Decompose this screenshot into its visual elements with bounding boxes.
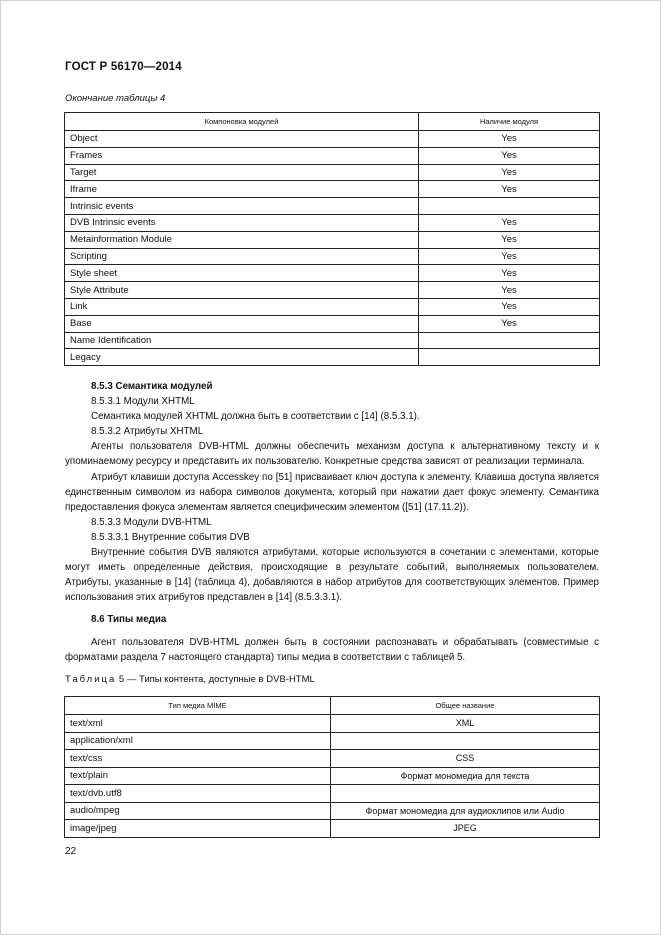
table-cell: Yes [419, 315, 600, 332]
table-row [65, 147, 600, 164]
table-row [65, 282, 600, 299]
paragraph: Агенты пользователя DVB-HTML должны обеспечить механизм доступа к альтернативному тексту и к упоминаемому ресурсу и представить их пользователю. Конкретные средства зависят от реализации терминала. [65, 441, 599, 468]
modules-table [64, 112, 600, 366]
table-cell: audio/mpeg [65, 802, 331, 820]
table-cell: DVB Intrinsic events [65, 214, 419, 231]
table-cell: Yes [419, 231, 600, 248]
table-cell: Intrinsic events [65, 198, 419, 215]
table-cell: Style Attribute [65, 282, 419, 299]
paragraph: Семантика модулей XHTML должна быть в соответствии с [14] (8.5.3.1). [91, 411, 420, 423]
table-cell: Yes [419, 298, 600, 315]
table-row [65, 164, 600, 181]
table-cell [419, 332, 600, 349]
table-cell: text/xml [65, 715, 331, 733]
table-row [65, 265, 600, 282]
table-cell: text/dvb.utf8 [65, 785, 331, 803]
paragraph: Внутренние события DVB являются атрибутами, которые используются в сочетании с элементами, которые могут иметь определенные действия, происходящие в результате событий, выполняемых пользователем. Атрибуты, указанные в [14] (таблица 4), добавляются в набор атрибутов для соответствующих элементов. Пример использования этих атрибутов представлен в [14] (8.5.3.3.1). [65, 547, 599, 604]
table-cell: Yes [419, 265, 600, 282]
section-heading-8-5-3: 8.5.3 Семантика модулей [91, 381, 213, 392]
table-row [65, 349, 600, 366]
table-cell: Link [65, 298, 419, 315]
table-cell [331, 732, 600, 750]
table-cell: Yes [419, 248, 600, 265]
table-row [65, 750, 600, 768]
column-header: Наличие модуля [419, 113, 600, 131]
table-cell: Scripting [65, 248, 419, 265]
paragraph: 8.5.3.1 Модули XHTML [91, 396, 195, 408]
table-row [65, 248, 600, 265]
table-row [65, 820, 600, 838]
table-cell: Style sheet [65, 265, 419, 282]
table-cell: image/jpeg [65, 820, 331, 838]
table-cell: Metainformation Module [65, 231, 419, 248]
table-row [65, 785, 600, 803]
section-heading-8-6: 8.6 Типы медиа [91, 614, 167, 626]
paragraph: 8.5.3.3.1 Внутренние события DVB [91, 531, 250, 543]
table-row [65, 732, 600, 750]
table-row [65, 715, 600, 733]
table-cell: JPEG [331, 820, 600, 838]
table-header-row [65, 697, 600, 715]
paragraph: 8.5.3.3 Модули DVB-HTML [91, 516, 212, 528]
table-cell [331, 785, 600, 803]
table-cell: Формат мономедиа для текста [331, 767, 600, 785]
table-cell: Yes [419, 214, 600, 231]
table-cell: Yes [419, 164, 600, 181]
table5-caption [65, 674, 315, 685]
table-row [65, 181, 600, 198]
table-row [65, 131, 600, 148]
table-cell: Base [65, 315, 419, 332]
media-types-table [64, 696, 600, 838]
table5-caption-text: 5 — Типы контента, доступные в DVB-HTML [118, 674, 315, 685]
table-row [65, 231, 600, 248]
table-cell: Yes [419, 131, 600, 148]
paragraph: 8.5.3.2 Атрибуты XHTML [91, 426, 204, 438]
table-cell: Name Identification [65, 332, 419, 349]
table-row [65, 802, 600, 820]
column-header: Общее название [331, 697, 600, 715]
table-cell: Legacy [65, 349, 419, 366]
table-cell: Yes [419, 147, 600, 164]
table-cell: CSS [331, 750, 600, 768]
table-row [65, 198, 600, 215]
paragraph: Агент пользователя DVB-HTML должен быть в состоянии распознавать и обрабатывать (совместимые с форматами раздела 7 настоящего стандарта) типы медиа в соответствии с таблицей 5. [65, 636, 599, 663]
table-cell: Frames [65, 147, 419, 164]
column-header: Компоновка модулей [65, 113, 419, 131]
section-text [65, 379, 599, 665]
table-cell [419, 198, 600, 215]
table-row [65, 315, 600, 332]
table-header-row [65, 113, 600, 131]
table-cell [419, 349, 600, 366]
table-row [65, 298, 600, 315]
table-cell: Yes [419, 282, 600, 299]
table-row [65, 767, 600, 785]
table-cell: text/plain [65, 767, 331, 785]
paragraph: Атрибут клавиши доступа Accesskey по [51] присваивает ключ доступа к элементу. Клавиша доступа является единственным символом из набора символов документа, который при нажатии дает фокус элементу. Семантика предоставления фокуса элементам является специфическим элементом ([51] (17.11.2)). [65, 471, 599, 513]
column-header: Тип медиа MIME [65, 697, 331, 715]
table-cell: Target [65, 164, 419, 181]
table-cell: Object [65, 131, 419, 148]
table-row [65, 214, 600, 231]
table4-caption: Окончание таблицы 4 [65, 93, 166, 104]
table-cell: XML [331, 715, 600, 733]
table-cell: text/css [65, 750, 331, 768]
document-header: ГОСТ Р 56170—2014 [65, 61, 182, 73]
table-cell: Iframe [65, 181, 419, 198]
table-cell: Формат мономедиа для аудиоклипов или Audio [331, 802, 600, 820]
table-cell: Yes [419, 181, 600, 198]
table-row [65, 332, 600, 349]
table-cell: application/xml [65, 732, 331, 750]
table5-caption-label: Таблица [65, 674, 117, 685]
page-number: 22 [65, 846, 77, 857]
